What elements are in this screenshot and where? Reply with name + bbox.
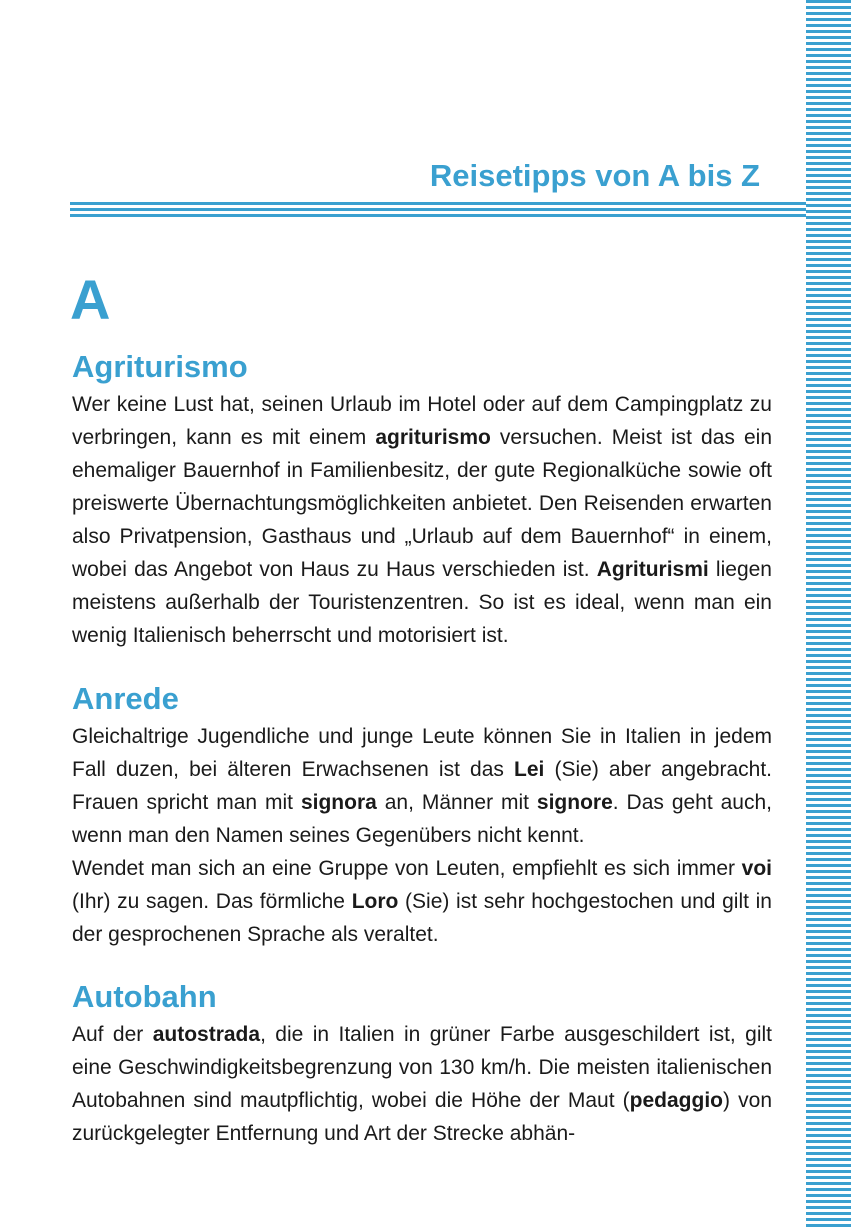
entry-paragraph [72,1018,772,1150]
entry-autobahn [72,976,772,1150]
bold-term: Agriturismi [596,558,709,581]
bold-term: Loro [351,890,399,913]
text-run: an, Männer mit [376,791,537,814]
side-stripe-decoration [806,0,851,1229]
bold-term: pedaggio [629,1089,724,1112]
text-run: (Sie) ist sehr hochgestochen und gilt in der gesprochenen Sprache als veraltet. [72,890,772,946]
text-run: Wendet man sich an eine Gruppe von Leuten, empfiehlt es sich immer [72,857,742,880]
entry-heading: Autobahn [72,979,217,1014]
text-run: Gleichaltrige Jugendliche und junge Leute können Sie in Italien in jedem Fall duzen, bei älteren Erwachsenen ist das [72,725,772,781]
bold-term: autostrada [152,1023,261,1046]
bold-term: agriturismo [375,426,491,449]
page-title: Reisetipps von A bis Z [429,158,760,193]
section-letter: A [70,268,111,331]
entry-paragraph [72,388,772,652]
text-run: . Das geht auch, wenn man den Namen seines Gegenübers nicht kennt. [72,791,772,847]
bold-term: signora [300,791,377,814]
text-run: (Sie) aber angebracht. Frauen spricht man mit [72,758,772,814]
text-run: Auf der [72,1023,153,1046]
entry-anrede [72,678,772,951]
entry-heading: Anrede [72,681,179,716]
text-run: ) von zurückgelegter Entfernung und Art der Strecke abhän- [72,1089,772,1145]
entry-heading: Agriturismo [72,349,248,384]
bold-term: voi [741,857,772,880]
entry-agriturismo [72,346,772,652]
text-run: , die in Italien in grüner Farbe ausgeschildert ist, gilt eine Geschwindigkeitsbegrenzung von 130 km/h. Die meisten italienischen Autobahnen sind mautpflichtig, wobei die Höhe der Maut ( [72,1023,773,1112]
entry-paragraph [72,852,772,951]
text-run: (Ihr) zu sagen. Das förmliche [72,890,352,913]
text-run: versuchen. Meist ist das ein ehemaliger Bauernhof in Familienbesitz, der gute Regionalküche sowie oft preiswerte Übernachtungsmöglichkeiten anbietet. Den Reisenden erwarten also Privatpension, Gasthaus und „Urlaub auf dem Bauernhof“ in einem, wobei das Angebot von Haus zu Haus verschieden ist. [72,426,772,581]
bold-term: signore [536,791,613,814]
bold-term: Lei [514,758,545,781]
text-run: Wer keine Lust hat, seinen Urlaub im Hotel oder auf dem Campingplatz zu verbringen, kann es mit einem [72,393,772,449]
text-run: liegen meistens außerhalb der Touristenzentren. So ist es ideal, wenn man ein wenig Italienisch beherrscht und motorisiert ist. [72,558,772,647]
entry-paragraph [72,720,772,852]
title-rule [70,202,806,220]
